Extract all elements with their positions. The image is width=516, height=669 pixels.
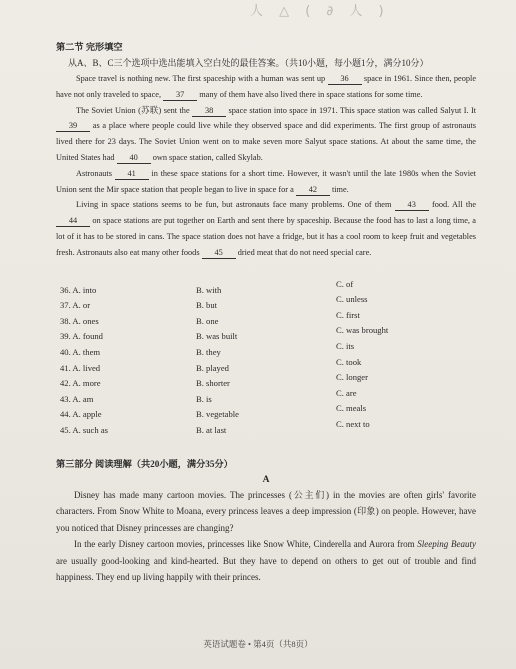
- answer-options: [56, 278, 476, 439]
- option-c[interactable]: C. was brought: [336, 325, 389, 336]
- option-c[interactable]: C. its: [336, 340, 355, 351]
- option-a[interactable]: 37. A. or: [60, 300, 91, 311]
- page-footer: 英语试题卷 • 第4页（共8页）: [203, 639, 313, 649]
- movie-title: Sleeping Beauty: [417, 539, 476, 549]
- option-b[interactable]: B. played: [196, 362, 229, 373]
- option-b[interactable]: B. one: [196, 315, 219, 326]
- section-instruction: 从A、B、C三个选项中选出能填入空白处的最佳答案。（共10小题，每小题1分，满分10分）: [68, 58, 429, 68]
- option-a[interactable]: 42. A. more: [60, 378, 101, 389]
- option-c[interactable]: C. unless: [336, 294, 368, 305]
- reading-paragraph-2: In the early Disney cartoon movies, princesses like Snow White, Cinderella and Aurora from Sleeping Beauty are usually good-looking and kind-hearted. But they have to depend on others to get out of trouble and find happiness. They end up living happily with their princes.: [56, 539, 476, 582]
- option-b[interactable]: B. vegetable: [196, 409, 239, 420]
- blank-38[interactable]: 38: [192, 106, 226, 117]
- part-title: 第三部分 阅读理解（共20小题，满分35分）: [56, 458, 233, 469]
- option-a[interactable]: 41. A. lived: [60, 362, 101, 373]
- passage-label: A: [262, 474, 270, 485]
- option-b[interactable]: B. was built: [196, 331, 238, 342]
- blank-41[interactable]: 41: [115, 169, 149, 180]
- section-title: 第二节 完形填空: [56, 42, 123, 52]
- pencil-marks: 人 △ ( ∂ 人 ): [250, 4, 390, 19]
- cloze-paragraph-2: The Soviet Union (苏联) sent the 38 space station into space in 1971. This space station was called Salyut I. It 39 as a place where people could live while they observed space and did experiments. The first group of astronauts lived there for 23 days. The Soviet Union went on to make seven more Salyut space stations. At about the same time, the United States had 40 own space station, called Skylab.: [56, 105, 477, 162]
- option-b[interactable]: B. with: [196, 284, 222, 295]
- blank-43[interactable]: 43: [395, 200, 429, 211]
- option-a[interactable]: 45. A. such as: [60, 424, 108, 435]
- option-b[interactable]: B. is: [196, 393, 212, 404]
- option-a[interactable]: 43. A. am: [60, 393, 94, 404]
- cloze-paragraph-3: Astronauts 41 in these space stations for a short time. However, it wasn't until the late 1980s when the Soviet Union sent the Mir space station that people began to live in space for a 42 time.: [56, 168, 476, 194]
- blank-36[interactable]: 36: [328, 74, 362, 85]
- option-b[interactable]: B. but: [196, 300, 218, 311]
- option-b[interactable]: B. they: [196, 346, 221, 357]
- option-c[interactable]: C. of: [336, 278, 354, 289]
- blank-39[interactable]: 39: [56, 121, 90, 132]
- reading-paragraph-1: Disney has made many cartoon movies. The princesses (公主们) in the movies are often girls' favorite characters. From Snow White to Moana, every princess leaves a deep impression (印象) on people. However, have you noticed that Disney princesses are changing?: [56, 489, 476, 533]
- blank-37[interactable]: 37: [163, 90, 197, 101]
- option-c[interactable]: C. first: [336, 309, 360, 320]
- option-a[interactable]: 44. A. apple: [60, 409, 102, 420]
- blank-44[interactable]: 44: [56, 216, 90, 227]
- option-c[interactable]: C. next to: [336, 418, 370, 429]
- page-content: [56, 40, 476, 586]
- option-a[interactable]: 40. A. them: [60, 346, 101, 357]
- blank-40[interactable]: 40: [117, 153, 151, 164]
- cloze-paragraph-4: Living in space stations seems to be fun, but astronauts face many problems. One of them 43 food. All the 44 on space stations are put together on Earth and sent there by spaceship. Because the food has to last a long time, a lot of it has to be stored in cans. The space station does not have a fridge, but it has a cool room to keep fruit and vegetables fresh. Astronauts also eat many other foods 45 dried meat that do not need special care.: [56, 200, 476, 257]
- option-c[interactable]: C. are: [336, 387, 357, 398]
- option-b[interactable]: B. at last: [196, 424, 227, 435]
- option-a[interactable]: 36. A. into: [60, 284, 97, 295]
- cloze-paragraph-1: Space travel is nothing new. The first spaceship with a human was sent up 36 space in 1961. Since then, people have not only traveled to space, 37 many of them have also lived there in space stations for some time.: [56, 74, 477, 99]
- option-a[interactable]: 39. A. found: [60, 331, 103, 342]
- option-b[interactable]: B. shorter: [196, 378, 230, 389]
- blank-42[interactable]: 42: [296, 185, 330, 196]
- blank-45[interactable]: 45: [202, 248, 236, 259]
- option-c[interactable]: C. took: [336, 356, 362, 367]
- option-c[interactable]: C. meals: [336, 403, 367, 414]
- option-c[interactable]: C. longer: [336, 372, 368, 383]
- option-a[interactable]: 38. A. ones: [60, 315, 99, 326]
